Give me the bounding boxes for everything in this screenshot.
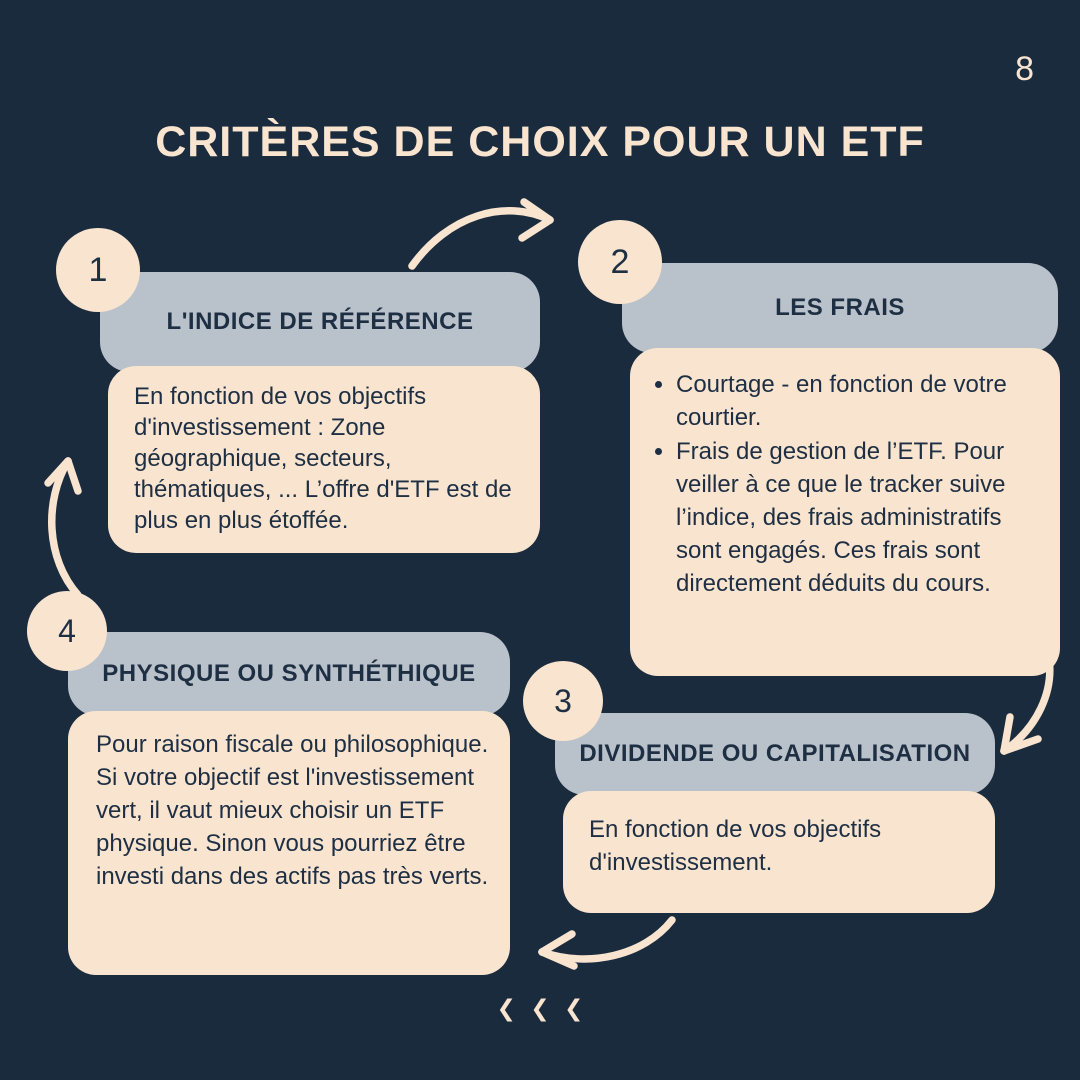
step-2-bullet-list <box>650 368 1040 600</box>
step-2-body <box>630 348 1060 676</box>
page-number: 8 <box>1015 50 1034 88</box>
step-4-text: Pour raison fiscale ou philosophique. Si votre objectif est l'investissement vert, il vaut mieux choisir un ETF physique. Sinon vous pourriez être investi dans des actifs pas très verts. <box>96 731 489 890</box>
step-4-body <box>68 711 510 975</box>
step-1-title: L'INDICE DE RÉFÉRENCE <box>166 308 474 335</box>
arrow-step3-to-step4-icon <box>526 908 682 976</box>
swipe-chevrons <box>0 996 1080 1022</box>
bullet-item: • Courtage - en fonction de votre courtier. <box>676 368 1040 434</box>
step-3-badge <box>523 661 603 741</box>
step-1-badge <box>56 228 140 312</box>
chevron-left-icon: ❮ <box>496 996 516 1022</box>
step-2-header <box>622 263 1058 353</box>
step-3-text: En fonction de vos objectifs d'investissement. <box>589 816 882 876</box>
bullet-item: • Frais de gestion de l’ETF. Pour veiller à ce que le tracker suive l’indice, des frais administratifs sont engagés. Ces frais sont directement déduits du cours. <box>676 435 1040 600</box>
step-1-header <box>100 272 540 372</box>
step-1-number: 1 <box>88 250 108 289</box>
arrow-step1-to-step2-icon <box>400 190 570 275</box>
step-3-body <box>563 791 995 913</box>
step-4-number: 4 <box>58 612 76 649</box>
step-2-badge <box>578 220 662 304</box>
page-title: CRITÈRES DE CHOIX POUR UN ETF <box>155 118 925 166</box>
step-1-text: En fonction de vos objectifs d'investissement : Zone géographique, secteurs, thématiques, ... L’offre d'ETF est de plus en plus étoffée. <box>134 383 512 534</box>
arrow-step4-to-step1-icon <box>36 447 112 599</box>
step-2-title: LES FRAIS <box>775 294 905 321</box>
step-4-header <box>68 632 510 716</box>
chevron-left-icon: ❮ <box>530 996 550 1022</box>
step-1-body <box>108 366 540 553</box>
step-3-header <box>555 713 995 795</box>
step-4-title: PHYSIQUE OU SYNTHÉTHIQUE <box>102 660 476 687</box>
step-2-number: 2 <box>610 242 630 281</box>
step-3-title: DIVIDENDE OU CAPITALISATION <box>579 740 971 767</box>
chevron-left-icon: ❮ <box>564 996 584 1022</box>
step-3-number: 3 <box>554 682 572 719</box>
step-4-badge <box>27 591 107 671</box>
